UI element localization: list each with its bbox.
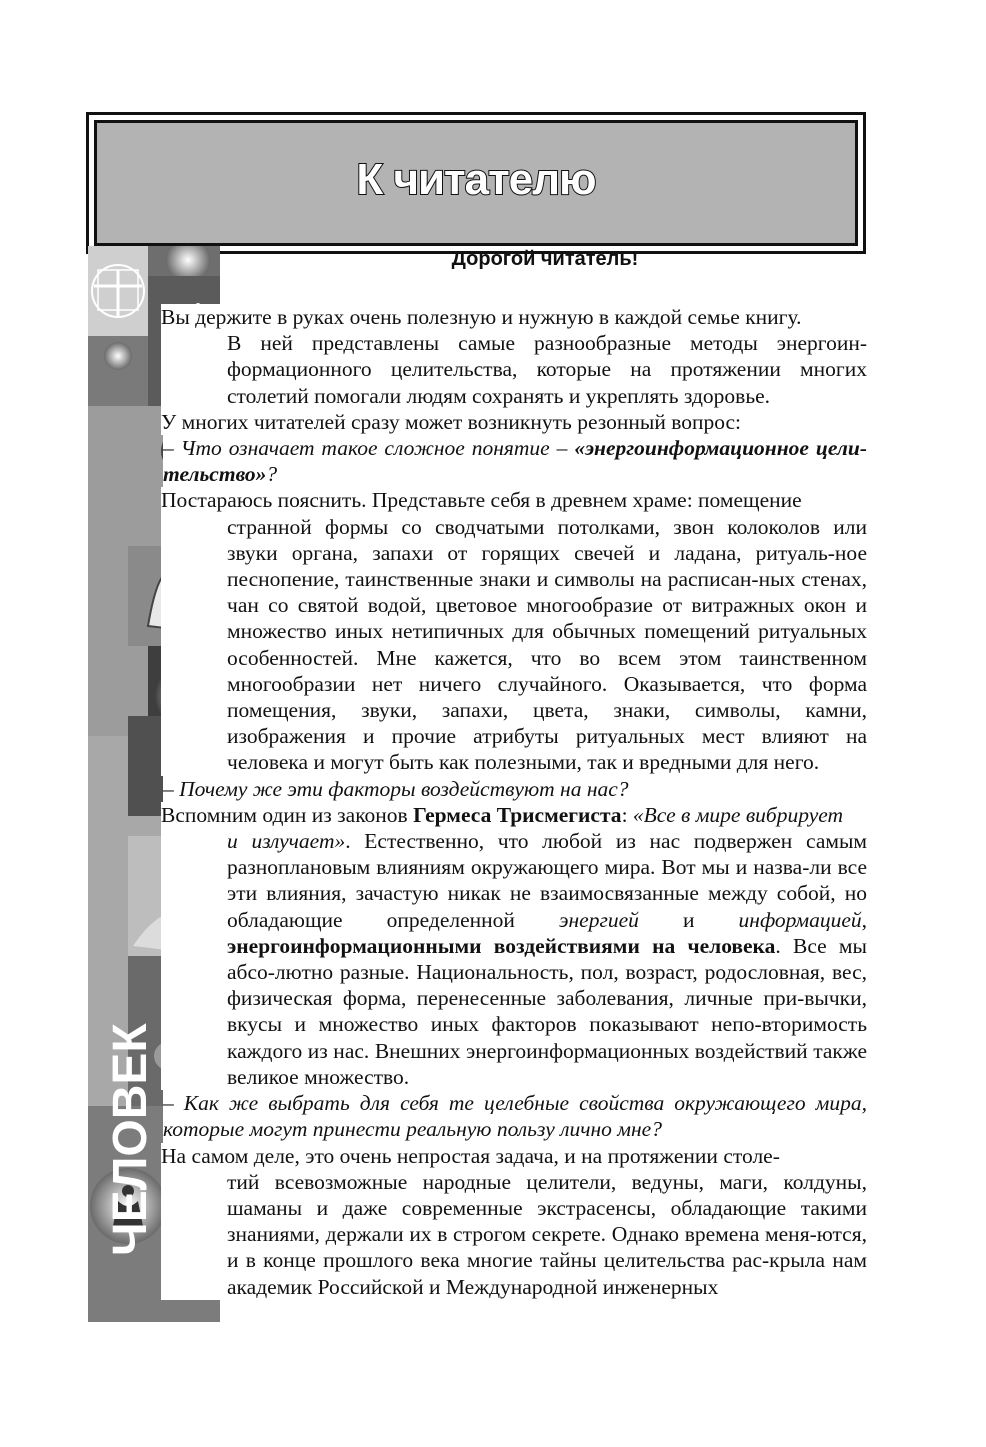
- paragraph-4-term: энергоинформационными воздействиями на человека: [227, 933, 776, 958]
- question-1-term: «энергоинформационное цели-тельство»: [163, 436, 867, 487]
- paragraph-1-rest: В ней представлены самые разнообразные методы энергоин-формационного целительства, которые на протяжении многих столетий помогали людям сохранять и укреплять здоровье.: [227, 331, 867, 408]
- question-2: [163, 776, 867, 802]
- question-1-lead: – Что означает такое сложное понятие –: [163, 436, 575, 461]
- question-2-text: – Почему же эти факторы воздействуют на нас?: [163, 776, 629, 801]
- paragraph-4-rest: [161, 828, 867, 1090]
- paragraph-4-energy: энергией: [559, 907, 639, 932]
- article-body: [163, 246, 867, 1300]
- paragraph-4-and: и: [638, 907, 739, 932]
- side-word-chelovek: ЧЕЛОВЕК: [104, 1023, 157, 1256]
- question-3: [163, 1090, 867, 1142]
- paragraph-4-lead: Вспомним один из законов: [161, 802, 414, 827]
- question-3-text: – Как же выбрать для себя те целебные свойства окружающего мира, которые могут принести реальную пользу лично мне?: [163, 1091, 867, 1142]
- paragraph-5: [161, 1143, 867, 1300]
- paragraph-1: [161, 304, 867, 409]
- paragraph-4: [161, 802, 867, 1090]
- paragraph-4-colon: :: [621, 802, 633, 827]
- paragraph-4-name: Гермеса Трисмегиста: [413, 802, 622, 827]
- question-1: [163, 435, 867, 487]
- paragraph-4-comma: ,: [861, 907, 867, 932]
- paragraph-4-body-b: . Все мы абсо-лютно разные. Национальность, пол, возраст, родословная, вес, физическая форма, перенесенные заболевания, личные при-вычки, вкусы и множество иных факторов показывают непо-вторимость каждого из нас. Внешних энергоинформационных воздействий также великое множество.: [227, 933, 867, 1089]
- paragraph-4-body-a: . Естественно, что любой из нас подвержен самым разноплановым влияниям окружающего мира. Вот мы и назва-ли все эти влияния, зачастую никак не взаимосвязанные между собой, но обладающие определенной: [227, 829, 868, 932]
- title-banner: [94, 120, 858, 246]
- paragraph-3-rest: странной формы со сводчатыми потолками, звон колоколов или звуки органа, запахи от горящих свечей и ладана, ритуаль-ное песнопение, таинственные знаки и символы на расписан-ных стенах, чан со святой водой, цветовое многообразие от витражных окон и множество иных нетипичных для обычных помещений ритуальных особенностей. Мне кажется, что во всем этом таинственном многообразии нет ничего случайного. Оказывается, что форма помещения, звуки, запахи, цвета, знаки, символы, камни, изображения и прочие атрибуты ритуальных мест влияют на человека и могут быть как полезными, так и вредными для него.: [227, 514, 867, 775]
- paragraph-5-first-line: На самом деле, это очень непростая задача, и на протяжении столе-: [161, 1143, 780, 1168]
- paragraph-4-quote-end: и излучает»: [227, 829, 346, 854]
- paragraph-4-information: информацией: [738, 907, 862, 932]
- page-title: К читателю: [356, 155, 596, 204]
- paragraph-5-rest: тий всевозможные народные целители, ведуны, маги, колдуны, шаманы и даже современные экстрасенсы, обладающие такими знаниями, держали их в строгом секрете. Однако времена меня-ются, и в конце прошлого века многие тайны целительства рас-крыла нам академик Российской и Международной инженерных: [227, 1169, 867, 1299]
- paragraph-3-first-line: Постараюсь пояснить. Представьте себя в древнем храме: помещение: [161, 488, 802, 513]
- question-1-tail: ?: [266, 462, 278, 487]
- title-frame: [86, 112, 866, 254]
- paragraph-2-text: У многих читателей сразу может возникнуть резонный вопрос:: [161, 409, 742, 434]
- paragraph-3: [161, 487, 867, 775]
- paragraph-1-first-line: Вы держите в руках очень полезную и нужную в каждой семье книгу.: [161, 305, 802, 329]
- greeting-heading: Дорогой читатель!: [451, 248, 639, 270]
- paragraph-2: [161, 409, 867, 435]
- paragraph-4-quote-start: «Все в мире вибрирует: [632, 802, 844, 827]
